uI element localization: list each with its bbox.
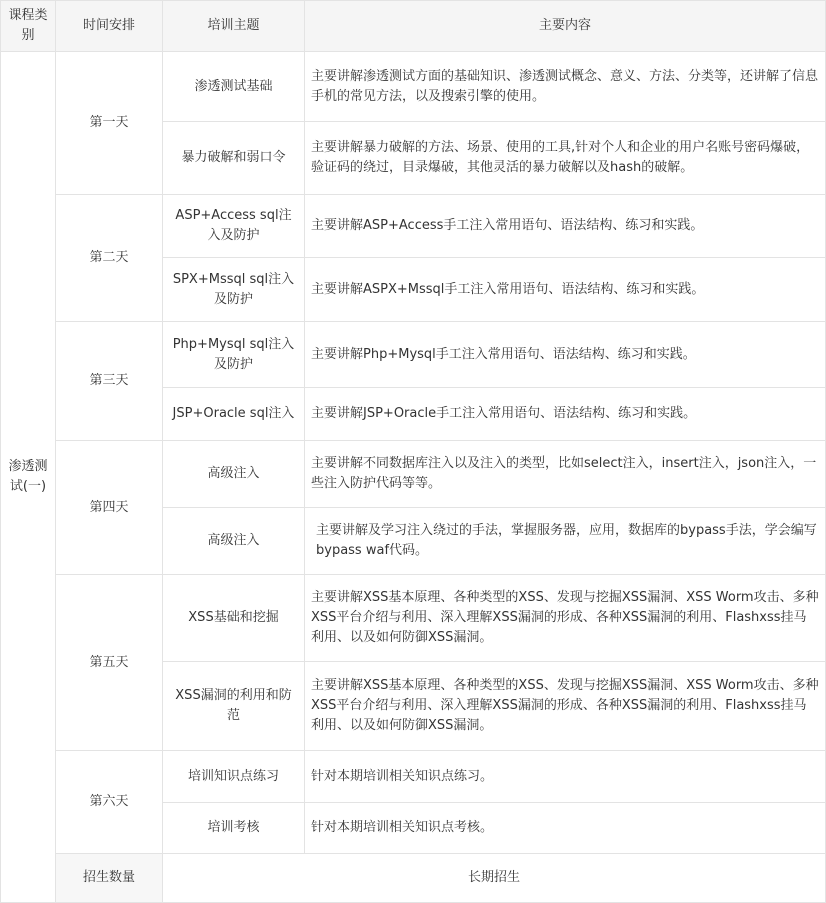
day-label: 第三天 [56,322,163,441]
table-row [1,441,826,508]
session-content: 主要讲解渗透测试方面的基础知识、渗透测试概念、意义、方法、分类等，还讲解了信息手机的常见方法，以及搜索引擎的使用。 [305,52,826,122]
session-topic: ASP+Access sql注入及防护 [163,195,305,258]
session-content: 主要讲解XSS基本原理、各种类型的XSS、发现与挖掘XSS漏洞、XSS Worm攻击、多种XSS平台介绍与利用、深入理解XSS漏洞的形成、各种XSS漏洞的利用、Flashxss挂马利用、以及如何防御XSS漏洞。 [305,662,826,751]
day-label: 第二天 [56,195,163,322]
session-content: 针对本期培训相关知识点考核。 [305,803,826,854]
session-topic: SPX+Mssql sql注入及防护 [163,258,305,322]
table-row [1,195,826,258]
session-content: 主要讲解暴力破解的方法、场景、使用的工具,针对个人和企业的用户名账号密码爆破，验证码的绕过，目录爆破，其他灵活的暴力破解以及hash的破解。 [305,122,826,195]
category-cell: 渗透测试(一) [1,52,56,903]
table-row [1,575,826,662]
enrollment-label: 招生数量 [56,854,163,903]
session-topic: JSP+Oracle sql注入 [163,388,305,441]
day-label: 第六天 [56,751,163,854]
header-content: 主要内容 [305,1,826,52]
session-topic: 培训知识点练习 [163,751,305,803]
session-content: 主要讲解Php+Mysql手工注入常用语句、语法结构、练习和实践。 [305,322,826,388]
session-content: 主要讲解XSS基本原理、各种类型的XSS、发现与挖掘XSS漏洞、XSS Worm攻击、多种XSS平台介绍与利用、深入理解XSS漏洞的形成、各种XSS漏洞的利用、Flashxss挂马利用、以及如何防御XSS漏洞。 [305,575,826,662]
session-content: 主要讲解及学习注入绕过的手法，掌握服务器，应用，数据库的bypass手法，学会编写bypass waf代码。 [305,508,826,575]
session-topic: Php+Mysql sql注入及防护 [163,322,305,388]
session-topic: XSS漏洞的利用和防范 [163,662,305,751]
table-row [1,322,826,388]
session-topic: 渗透测试基础 [163,52,305,122]
day-label: 第一天 [56,52,163,195]
header-schedule: 时间安排 [56,1,163,52]
day-label: 第四天 [56,441,163,575]
session-content: 主要讲解ASP+Access手工注入常用语句、语法结构、练习和实践。 [305,195,826,258]
day-label: 第五天 [56,575,163,751]
session-topic: 暴力破解和弱口令 [163,122,305,195]
header-category: 课程类别 [1,1,56,52]
header-topic: 培训主题 [163,1,305,52]
session-topic: 高级注入 [163,508,305,575]
session-content: 针对本期培训相关知识点练习。 [305,751,826,803]
session-topic: 高级注入 [163,441,305,508]
table-header-row [1,1,826,52]
session-content: 主要讲解ASPX+Mssql手工注入常用语句、语法结构、练习和实践。 [305,258,826,322]
session-content: 主要讲解JSP+Oracle手工注入常用语句、语法结构、练习和实践。 [305,388,826,441]
session-topic: 培训考核 [163,803,305,854]
session-content: 主要讲解不同数据库注入以及注入的类型，比如select注入，insert注入，json注入，一些注入防护代码等等。 [305,441,826,508]
enrollment-value: 长期招生 [163,854,826,903]
enrollment-row [1,854,826,903]
table-row [1,52,826,122]
table-row [1,751,826,803]
session-topic: XSS基础和挖掘 [163,575,305,662]
